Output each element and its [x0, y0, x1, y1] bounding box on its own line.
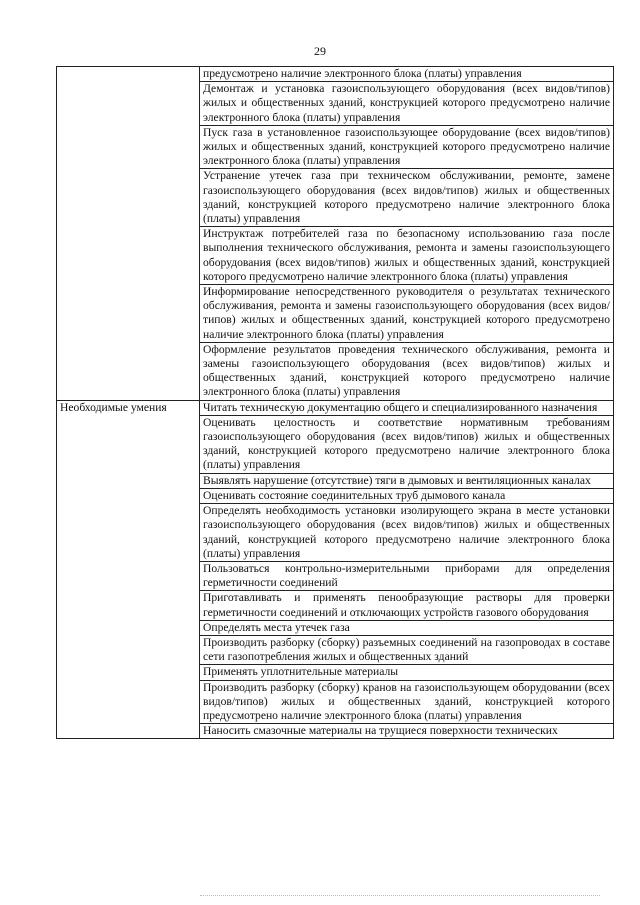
- requirement-item: Оценивать состояние соединительных труб дымового канала: [200, 488, 614, 503]
- requirements-table-body: [57, 67, 614, 739]
- requirement-item: Определять необходимость установки изолирующего экрана в месте установки газоиспользующего оборудования (всех видов/типов) жилых и общественных зданий, конструкцией которого предусмотрено наличие электронного блока (платы) управления: [200, 504, 614, 562]
- requirement-item: Производить разборку (сборку) разъемных соединений на газопроводах в составе сети газопотребления жилых и общественных зданий: [200, 635, 614, 664]
- requirement-item: Оформление результатов проведения технического обслуживания, ремонта и замены газоиспользующего оборудования (всех видов/типов) жилых и общественных зданий, конструкцией которого предусмотрено наличие электронного блока (платы) управления: [200, 342, 614, 400]
- section-heading: Необходимые умения: [57, 400, 200, 739]
- requirement-item: Пользоваться контрольно-измерительными приборами для определения герметичности соединений: [200, 561, 614, 590]
- section-heading: [57, 67, 200, 401]
- footer-rule: [200, 895, 600, 896]
- requirement-item: Производить разборку (сборку) кранов на газоиспользующем оборудовании (всех видов/типов) жилых и общественных зданий, конструкцией которого предусмотрено наличие электронного блока (платы) управления: [200, 680, 614, 724]
- page-number: 29: [314, 44, 326, 58]
- requirement-item: Пуск газа в установленное газоиспользующее оборудование (всех видов/типов) жилых и общественных зданий, конструкцией которого предусмотрено наличие электронного блока (платы) управления: [200, 125, 614, 169]
- requirement-item: Применять уплотнительные материалы: [200, 665, 614, 680]
- requirement-item: Выявлять нарушение (отсутствие) тяги в дымовых и вентиляционных каналах: [200, 473, 614, 488]
- requirement-item: предусмотрено наличие электронного блока (платы) управления: [200, 67, 614, 82]
- requirement-item: Приготавливать и применять пенообразующие растворы для проверки герметичности соединений и отключающих устройств газового оборудования: [200, 591, 614, 620]
- requirement-item: Наносить смазочные материалы на трущиеся поверхности технических: [200, 724, 614, 739]
- requirement-item: Демонтаж и установка газоиспользующего оборудования (всех видов/типов) жилых и общественных зданий, конструкцией которого предусмотрено наличие электронного блока (платы) управления: [200, 82, 614, 126]
- requirement-item: Инструктаж потребителей газа по безопасному использованию газа после выполнения технического обслуживания, ремонта и замены газоиспользующего оборудования (всех видов/типов) жилых и общественных зданий, конструкцией которого предусмотрено наличие электронного блока (платы) управления: [200, 227, 614, 285]
- requirements-table: [56, 66, 614, 739]
- table-row: [57, 67, 614, 82]
- requirement-item: Оценивать целостность и соответствие нормативным требованиям газоиспользующего оборудования (всех видов/типов) жилых и общественных зданий, конструкцией которого предусмотрено наличие электронного блока (платы) управления: [200, 415, 614, 473]
- requirement-item: Информирование непосредственного руководителя о результатах технического обслуживания, ремонта и замены газоиспользующего оборудования (всех видов/типов) жилых и общественных зданий, конструкцией которого предусмотрено наличие электронного блока (платы) управления: [200, 285, 614, 343]
- requirement-item: Читать техническую документацию общего и специализированного назначения: [200, 400, 614, 415]
- requirement-item: Определять места утечек газа: [200, 620, 614, 635]
- requirement-item: Устранение утечек газа при техническом обслуживании, ремонте, замене газоиспользующего оборудования (всех видов/типов) жилых и общественных зданий, конструкцией которого предусмотрено наличие электронного блока (платы) управления: [200, 169, 614, 227]
- table-row: [57, 400, 614, 415]
